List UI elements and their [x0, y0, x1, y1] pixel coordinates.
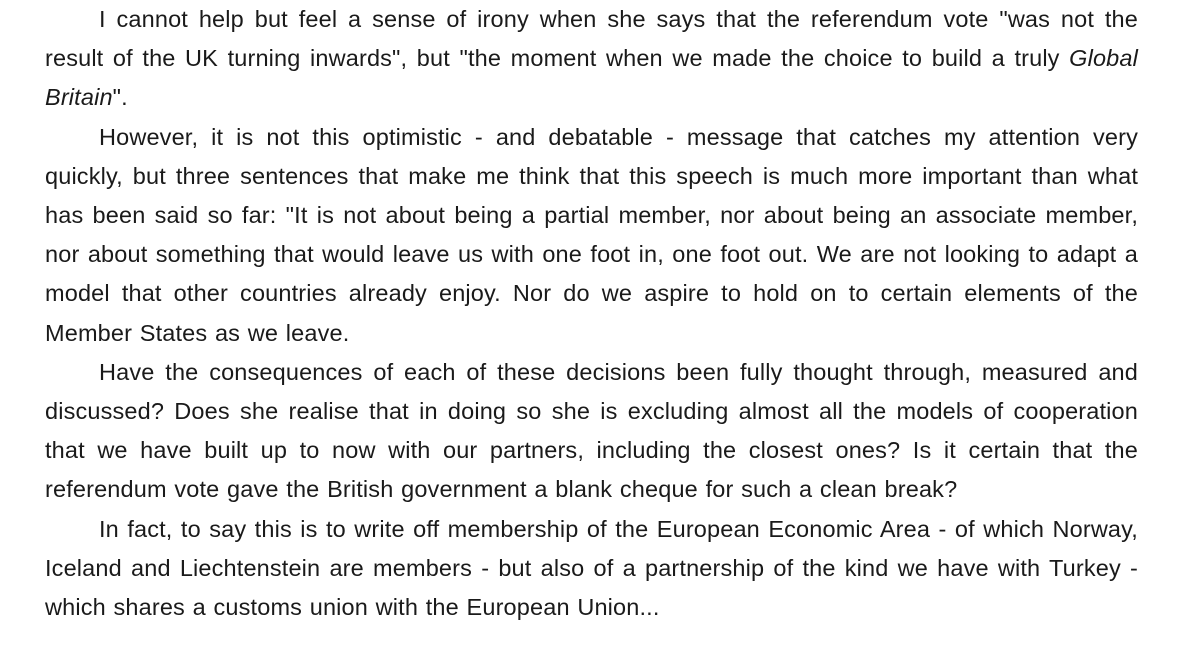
- paragraph-3: Have the consequences of each of these decisions been fully thought through, measured and discussed? Does she realise that in doing so she is excluding almost all the models of cooperation that we have built up to now with our partners, including the closest ones? Is it certain that the referendum vote gave the British government a blank cheque for such a clean break?: [45, 358, 1138, 503]
- paragraph-1-text-start: I cannot help but feel a sense of irony when she says that the referendum vote "was not the result of the UK turning inwards", but "the moment when we made the choice to build a truly: [45, 6, 1138, 72]
- document-page: [45, 0, 1138, 627]
- paragraph-1: [45, 0, 1138, 118]
- paragraph-1-text-end: ".: [112, 84, 128, 111]
- paragraph-1-italic-phrase: Global Britain: [45, 45, 1138, 111]
- paragraph-2: However, it is not this optimistic - and debatable - message that catches my attention very quickly, but three sentences that make me think that this speech is much more important than what has been said so far: "It is not about being a partial member, nor about being an associate member, nor about something that would leave us with one foot in, one foot out. We are not looking to adapt a model that other countries already enjoy. Nor do we aspire to hold on to certain elements of the Member States as we leave.: [45, 123, 1138, 346]
- paragraph-4: In fact, to say this is to write off membership of the European Economic Area - of which Norway, Iceland and Liechtenstein are members - but also of a partnership of the kind we have with Turkey - which shares a customs union with the European Union...: [45, 515, 1138, 621]
